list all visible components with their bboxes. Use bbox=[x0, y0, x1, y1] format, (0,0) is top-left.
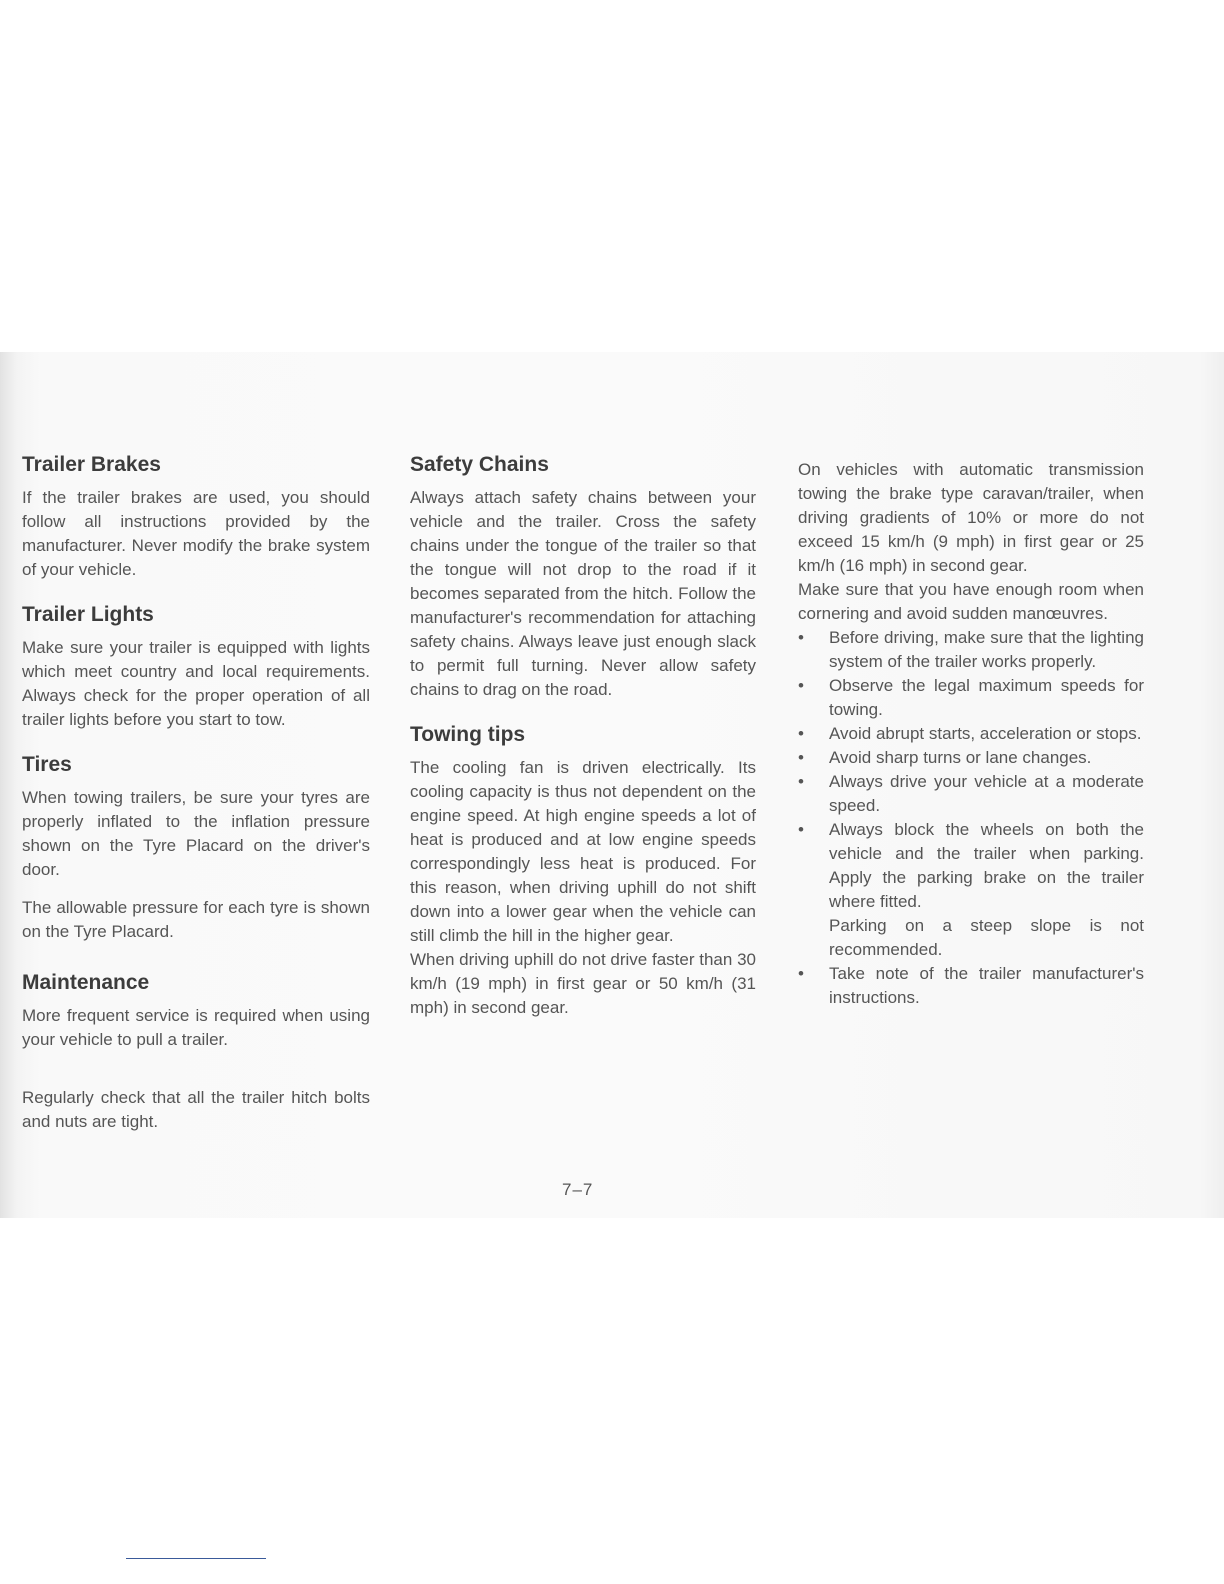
list-item-text: Take note of the trailer manufacturer's instructions. bbox=[829, 964, 1144, 1007]
bullet-icon: • bbox=[798, 748, 804, 767]
towing-tips-section bbox=[410, 722, 756, 1020]
divider bbox=[126, 1558, 266, 1559]
tires-heading: Tires bbox=[22, 753, 72, 776]
list-item bbox=[798, 770, 1144, 818]
towing-checklist bbox=[798, 626, 1144, 1010]
trailer-lights-text: Make sure your trailer is equipped with lights which meet country and local requirements. Always check for the proper operation of all trailer lights before you start to tow. bbox=[22, 638, 370, 729]
list-item-text: Always block the wheels on both the vehicle and the trailer when parking. Apply the parking brake on the trailer where fitted. bbox=[829, 820, 1144, 911]
list-item-text: Before driving, make sure that the lighting system of the trailer works properly. bbox=[829, 628, 1144, 671]
parking-note: Parking on a steep slope is not recommended. bbox=[829, 916, 1144, 959]
list-item-text: Avoid sharp turns or lane changes. bbox=[829, 748, 1092, 767]
maintenance-text-1: More frequent service is required when using your vehicle to pull a trailer. bbox=[22, 1006, 370, 1049]
automatic-transmission-text: On vehicles with automatic transmission towing the brake type caravan/trailer, when driving gradients of 10% or more do not exceed 15 km/h (9 mph) in first gear or 25 km/h (16 mph) in second gear. bbox=[798, 460, 1144, 575]
list-item bbox=[798, 674, 1144, 722]
trailer-brakes-heading: Trailer Brakes bbox=[22, 453, 161, 476]
tires-text-2: The allowable pressure for each tyre is shown on the Tyre Placard. bbox=[22, 898, 370, 941]
trailer-lights-section bbox=[22, 602, 370, 732]
right-column bbox=[798, 458, 1144, 1010]
list-item bbox=[798, 746, 1144, 770]
safety-chains-text: Always attach safety chains between your vehicle and the trailer. Cross the safety chains under the tongue of the trailer so that the tongue will not drop to the road if it becomes separated from the hitch. Follow the manufacturer's recommendation for attaching safety chains. Always leave just enough slack to permit full turning. Never allow safety chains to drag on the road. bbox=[410, 488, 756, 699]
bullet-icon: • bbox=[798, 724, 804, 743]
bullet-icon: • bbox=[798, 820, 804, 839]
towing-tips-text-1: The cooling fan is driven electrically. Its cooling capacity is thus not dependent on the engine speed. At high engine speeds a lot of heat is produced and at low engine speeds correspondingly less heat is produced. For this reason, when driving uphill do not shift down into a lower gear when the vehicle can still climb the hill in the higher gear. bbox=[410, 758, 756, 945]
list-item bbox=[798, 626, 1144, 674]
tires-text-1: When towing trailers, be sure your tyres are properly inflated to the inflation pressure shown on the Tyre Placard on the driver's door. bbox=[22, 788, 370, 879]
bullet-icon: • bbox=[798, 772, 804, 791]
tires-section bbox=[22, 752, 370, 944]
maintenance-text-2: Regularly check that all the trailer hitch bolts and nuts are tight. bbox=[22, 1088, 370, 1131]
towing-tips-heading: Towing tips bbox=[410, 723, 526, 746]
list-item-text: Avoid abrupt starts, acceleration or stops. bbox=[829, 724, 1142, 743]
cornering-text: Make sure that you have enough room when cornering and avoid sudden manœuvres. bbox=[798, 580, 1144, 623]
bullet-icon: • bbox=[798, 676, 804, 695]
left-column bbox=[22, 452, 370, 1134]
maintenance-section bbox=[22, 970, 370, 1134]
trailer-brakes-text: If the trailer brakes are used, you should follow all instructions provided by the manufacturer. Never modify the brake system of your vehicle. bbox=[22, 488, 370, 579]
list-item bbox=[798, 818, 1144, 962]
towing-tips-text-2: When driving uphill do not drive faster than 30 km/h (19 mph) in first gear or 50 km/h (31 mph) in second gear. bbox=[410, 950, 756, 1017]
bullet-icon: • bbox=[798, 628, 804, 647]
safety-chains-section bbox=[410, 452, 756, 702]
middle-column bbox=[410, 452, 756, 1020]
safety-chains-heading: Safety Chains bbox=[410, 453, 549, 476]
trailer-lights-heading: Trailer Lights bbox=[22, 603, 154, 626]
list-item bbox=[798, 962, 1144, 1010]
list-item-text: Always drive your vehicle at a moderate speed. bbox=[829, 772, 1144, 815]
trailer-brakes-section bbox=[22, 452, 370, 582]
list-item bbox=[798, 722, 1144, 746]
page-number: 7–7 bbox=[562, 1180, 594, 1199]
maintenance-heading: Maintenance bbox=[22, 971, 150, 994]
bullet-icon: • bbox=[798, 964, 804, 983]
list-item-text: Observe the legal maximum speeds for towing. bbox=[829, 676, 1144, 719]
